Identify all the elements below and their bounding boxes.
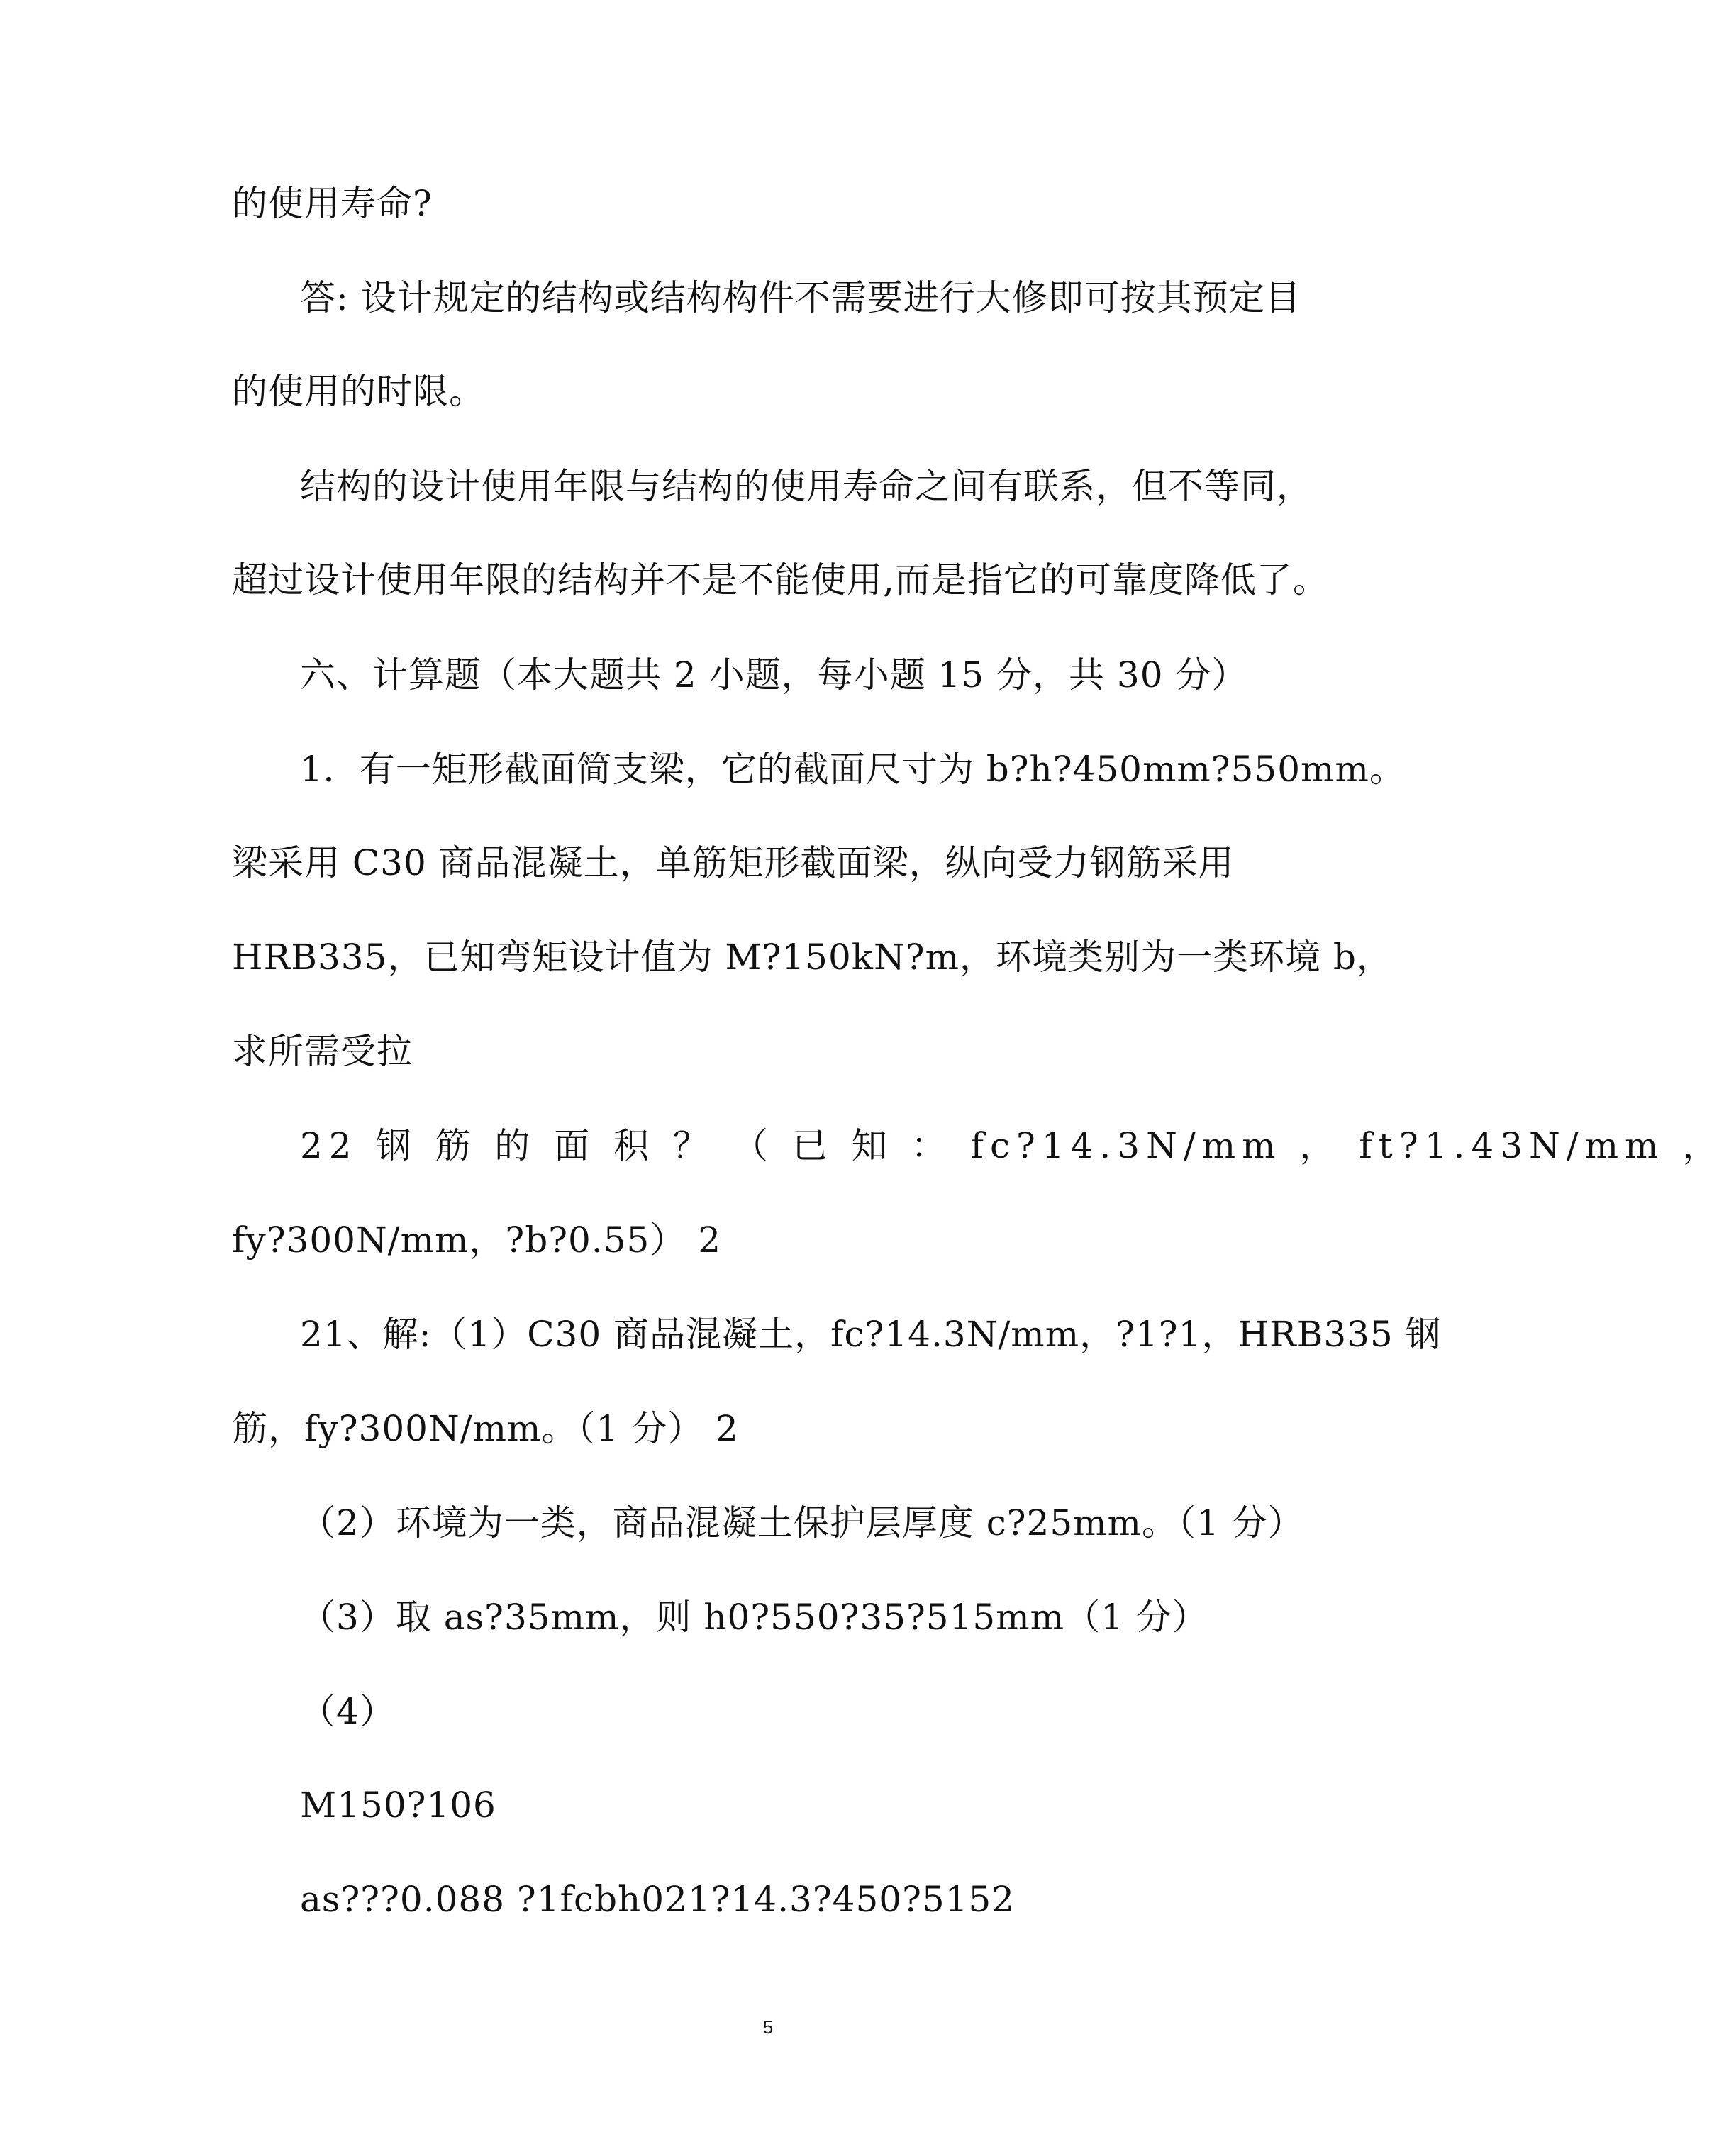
solution-line-1: 21、解:（1）C30 商品混凝土，fc?14.3N/mm，?1?1，HRB335 钢 [300,1314,1442,1355]
page-number: 5 [762,2016,774,2038]
problem-line-2: 梁采用 C30 商品混凝土，单筋矩形截面梁，纵向受力钢筋采用 [232,842,1235,883]
solution-line-5: （4） [300,1691,396,1732]
section-heading: 六、计算题（本大题共 2 小题，每小题 15 分，共 30 分） [300,654,1248,696]
text-paragraph-line-2: 超过设计使用年限的结构并不是不能使用,而是指它的可靠度降低了。 [232,559,1329,601]
problem-line-6: fy?300N/mm，?b?0.55） 2 [232,1219,722,1261]
solution-line-2: 筋，fy?300N/mm。（1 分） 2 [232,1408,739,1449]
formula-line-1: M150?106 [300,1784,496,1826]
solution-line-3: （2）环境为一类，商品混凝土保护层厚度 c?25mm。（1 分） [300,1502,1304,1543]
problem-line-1: 1．有一矩形截面简支梁，它的截面尺寸为 b?h?450mm?550mm。 [300,749,1406,790]
answer-text-line-1: 答: 设计规定的结构或结构构件不需要进行大修即可按其预定目 [300,277,1301,318]
solution-line-4: （3）取 as?35mm，则 h0?550?35?515mm（1 分） [300,1597,1208,1638]
problem-line-4: 求所需受拉 [232,1031,413,1072]
problem-line-3: HRB335，已知弯矩设计值为 M?150kN?m，环境类别为一类环境 b， [232,937,1393,978]
answer-text-line-2: 的使用的时限。 [232,371,485,412]
formula-line-2: as???0.088 ?1fcbh021?14.3?450?5152 [300,1879,1016,1920]
problem-line-5: 22 钢 筋 的 面 积 ？ （ 已 知 ： fc?14.3N/mm ， ft?1.43N/mm ， [300,1125,1724,1166]
text-line-1: 的使用寿命? [232,183,433,224]
text-paragraph-line-1: 结构的设计使用年限与结构的使用寿命之间有联系，但不等同， [300,466,1313,507]
